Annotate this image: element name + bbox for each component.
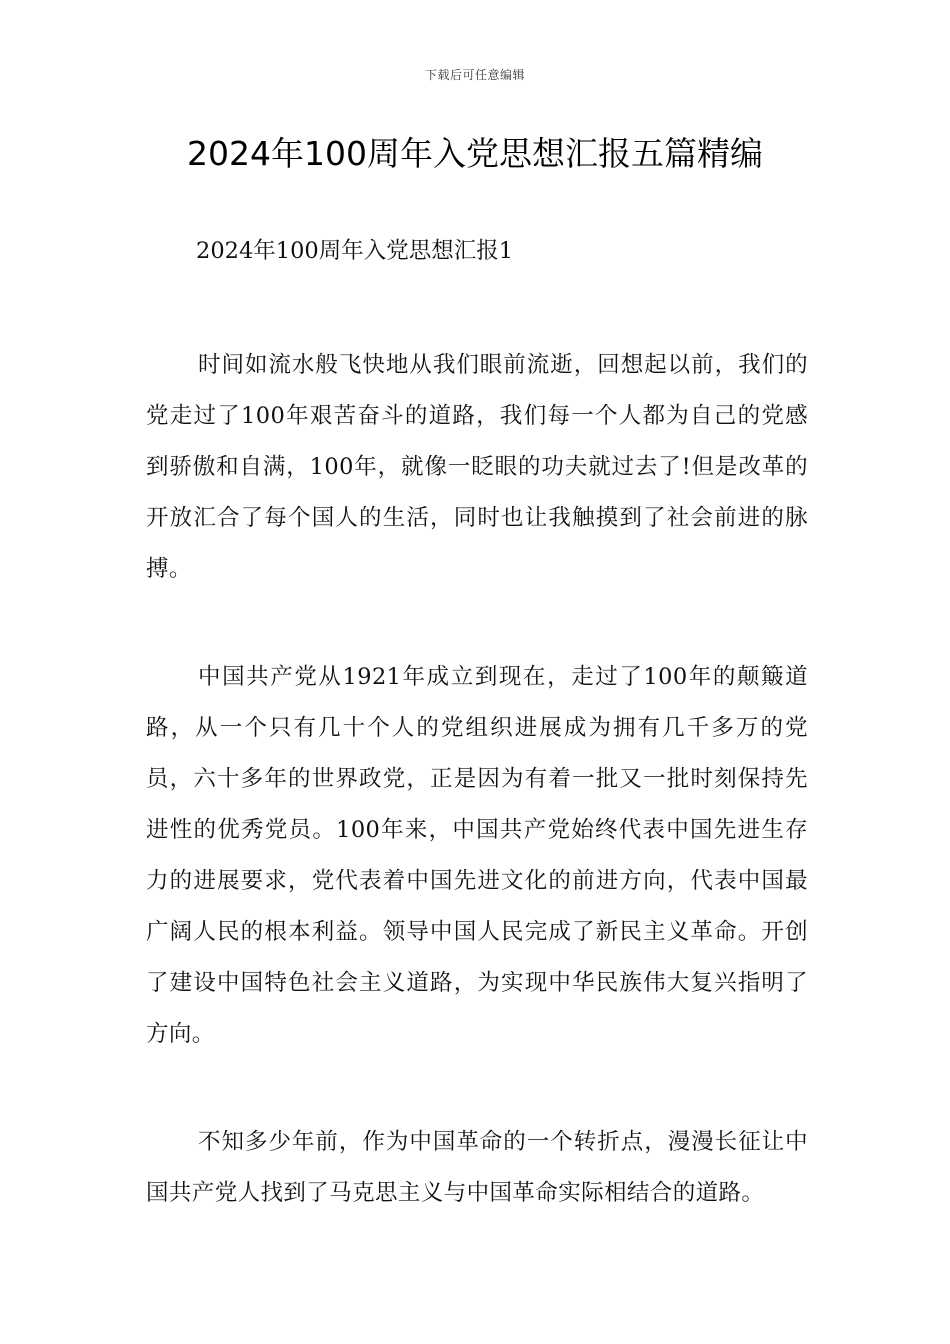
document-body xyxy=(146,232,808,1219)
document-title: 2024年100周年入党思想汇报五篇精编 xyxy=(187,134,763,173)
header-note: 下载后可任意编辑 xyxy=(424,68,525,82)
section-heading: 2024年100周年入党思想汇报1 xyxy=(196,238,514,264)
paragraph-2: 中国共产党从1921年成立到现在，走过了100年的颠簸道路，从一个只有几十个人的党组织进展成为拥有几千多万的党员，六十多年的世界政党，正是因为有着一批又一批时刻保持先进性的优秀党员。100年来，中国共产党始终代表中国先进生存力的进展要求，党代表着中国先进文化的前进方向，代表中国最广阔人民的根本利益。领导中国人民完成了新民主义革命。开创了建设中国特色社会主义道路，为实现中华民族伟大复兴指明了方向。 xyxy=(146,664,808,1047)
paragraph-1: 时间如流水般飞快地从我们眼前流逝，回想起以前，我们的党走过了100年艰苦奋斗的道路，我们每一个人都为自己的党感到骄傲和自满，100年，就像一眨眼的功夫就过去了!但是改革的开放汇合了每个国人的生活，同时也让我触摸到了社会前进的脉搏。 xyxy=(146,352,808,582)
paragraph-3: 不知多少年前，作为中国革命的一个转折点，漫漫长征让中国共产党人找到了马克思主义与中国革命实际相结合的道路。 xyxy=(146,1129,808,1206)
